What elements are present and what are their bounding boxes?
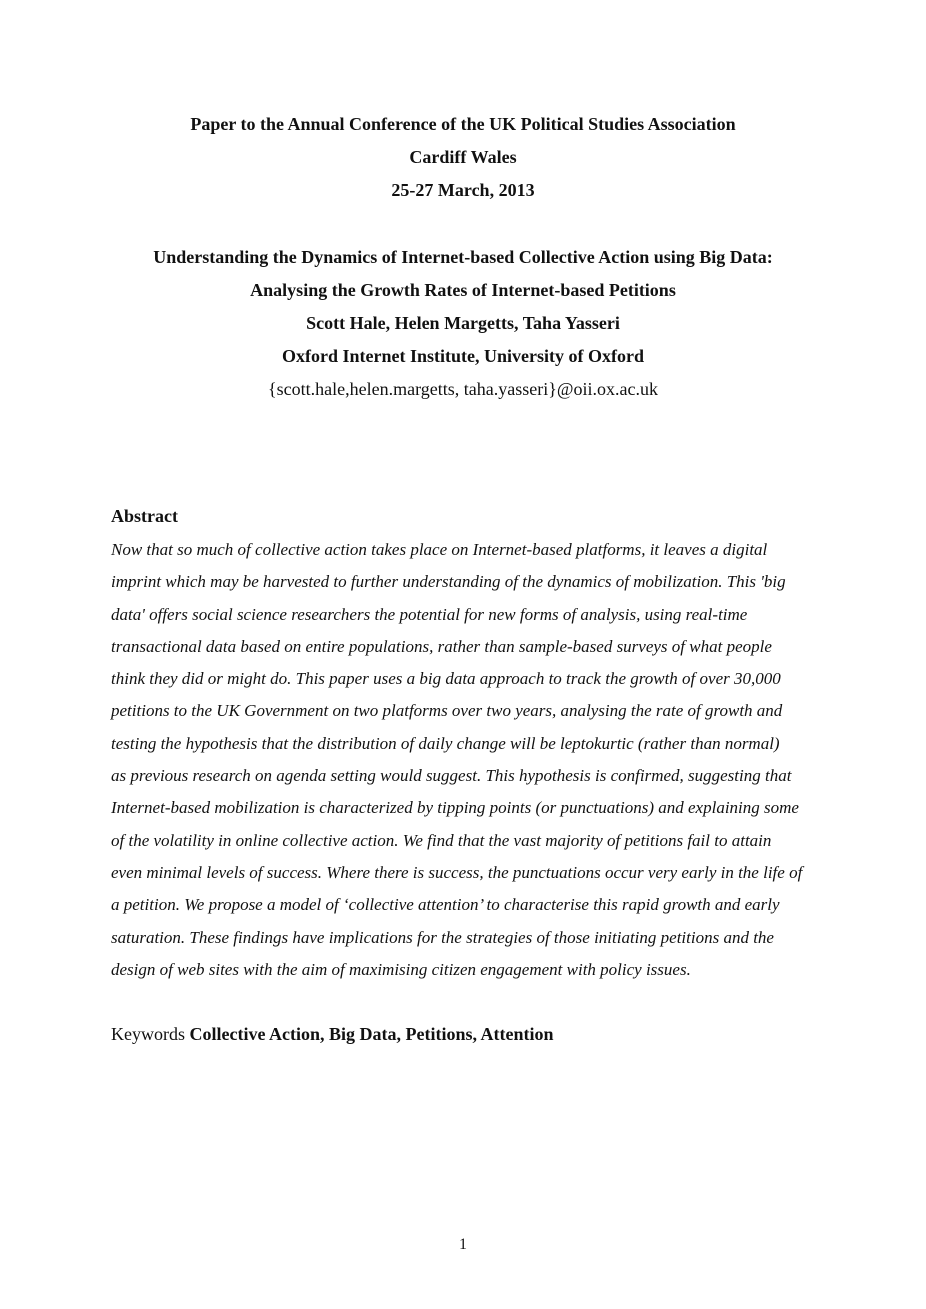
- abstract-line: even minimal levels of success. Where there is success, the punctuations occur very early in the life of: [111, 862, 803, 882]
- abstract-line: imprint which may be harvested to further understanding of the dynamics of mobilization. This 'big: [111, 572, 786, 592]
- abstract-line: Now that so much of collective action takes place on Internet-based platforms, it leaves a digital: [111, 540, 768, 559]
- paper-title-line-1: Understanding the Dynamics of Internet-based Collective Action using Big Data:: [153, 247, 773, 267]
- abstract-line: saturation. These findings have implications for the strategies of those initiating petitions and the: [111, 927, 774, 947]
- abstract-body: [111, 534, 831, 986]
- abstract-line: data' offers social science researchers the potential for new forms of analysis, using real-time: [111, 604, 748, 624]
- abstract-line: testing the hypothesis that the distribution of daily change will be leptokurtic (rather than normal): [111, 733, 780, 753]
- keywords-line: [111, 1020, 553, 1048]
- abstract-line: petitions to the UK Government on two platforms over two years, analysing the rate of growth and: [111, 701, 783, 721]
- keywords-label: Keywords: [111, 1024, 185, 1044]
- conference-location: Cardiff Wales: [409, 147, 517, 167]
- paper-authors: Scott Hale, Helen Margetts, Taha Yasseri: [306, 313, 620, 333]
- paper-title-block: [0, 241, 926, 406]
- paper-title-line-2: Analysing the Growth Rates of Internet-based Petitions: [250, 280, 676, 300]
- keywords-value: Collective Action, Big Data, Petitions, Attention: [189, 1024, 554, 1044]
- abstract-line: Internet-based mobilization is characterized by tipping points (or punctuations) and explaining some: [111, 798, 799, 818]
- abstract-line: think they did or might do. This paper uses a big data approach to track the growth of over 30,000: [111, 669, 781, 689]
- abstract-line: of the volatility in online collective action. We find that the vast majority of petitions fail to attain: [111, 830, 772, 850]
- abstract-line: as previous research on agenda setting would suggest. This hypothesis is confirmed, suggesting that: [111, 766, 792, 786]
- abstract-section: [111, 502, 831, 986]
- abstract-heading: Abstract: [111, 506, 178, 526]
- conference-date: 25-27 March, 2013: [391, 180, 535, 200]
- page-number: 1: [459, 1236, 467, 1253]
- abstract-line: a petition. We propose a model of ‘collective attention’ to characterise this rapid growth and early: [111, 895, 780, 915]
- abstract-line: design of web sites with the aim of maximising citizen engagement with policy issues.: [111, 959, 691, 979]
- paper-affiliation: Oxford Internet Institute, University of Oxford: [282, 346, 644, 366]
- abstract-line: transactional data based on entire populations, rather than sample-based surveys of what people: [111, 636, 772, 656]
- conference-name: Paper to the Annual Conference of the UK Political Studies Association: [190, 114, 736, 134]
- paper-email: {scott.hale,helen.margetts, taha.yasseri}@oii.ox.ac.uk: [268, 379, 658, 399]
- conference-info: [0, 108, 926, 207]
